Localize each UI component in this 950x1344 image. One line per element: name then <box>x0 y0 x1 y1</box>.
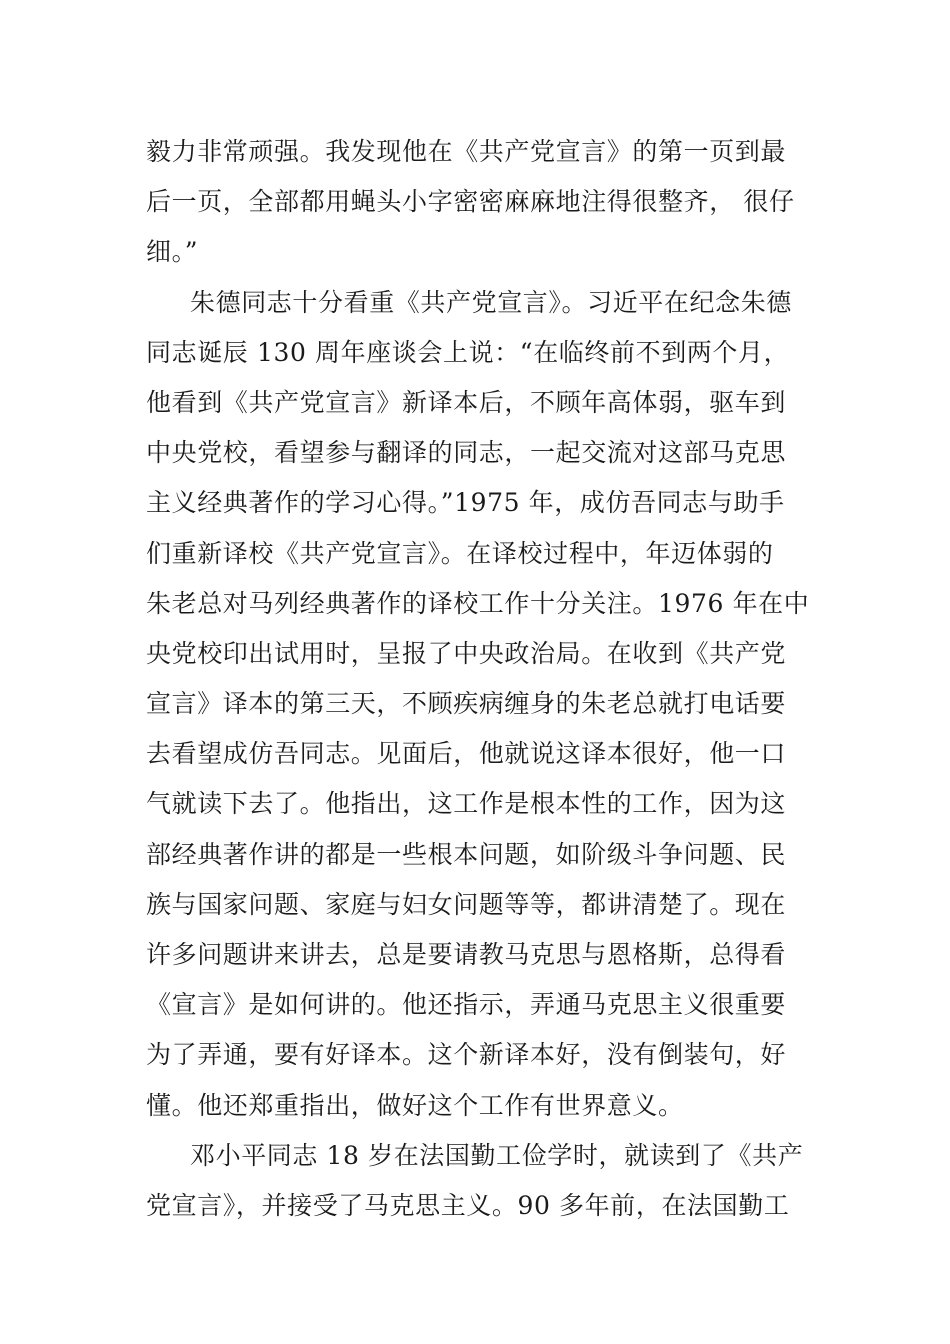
text-line: 后一页，全部都用蝇头小字密密麻麻地注得很整齐， 很仔 <box>146 187 795 217</box>
text-line: 朱老总对马列经典著作的译校工作十分关注。1976 年在中 <box>146 588 810 618</box>
text-line: 邓小平同志 18 岁在法国勤工俭学时，就读到了《共产 <box>190 1140 804 1170</box>
text-line: 族与国家问题、家庭与妇女问题等等，都讲清楚了。现在 <box>146 889 787 919</box>
text-line: 部经典著作讲的都是一些根本问题，如阶级斗争问题、民 <box>146 839 787 869</box>
text-line: 懂。他还郑重指出，做好这个工作有世界意义。 <box>146 1090 684 1120</box>
text-line: 为了弄通，要有好译本。这个新译本好，没有倒装句，好 <box>146 1040 787 1070</box>
text-line: 气就读下去了。他指出，这工作是根本性的工作，因为这 <box>146 789 787 819</box>
text-line: 细。” <box>146 237 199 267</box>
text-line: 《宣言》是如何讲的。他还指示，弄通马克思主义很重要 <box>146 990 787 1020</box>
text-line: 同志诞辰 130 周年座谈会上说：“在临终前不到两个月， <box>146 337 790 367</box>
body-text <box>146 127 811 1231</box>
text-line: 他看到《共产党宣言》新译本后，不顾年高体弱，驱车到 <box>146 387 787 417</box>
text-line: 许多问题讲来讲去，总是要请教马克思与恩格斯，总得看 <box>146 940 787 969</box>
text-line: 宣言》译本的第三天，不顾疾病缠身的朱老总就打电话要 <box>146 689 787 719</box>
text-line: 朱德同志十分看重《共产党宣言》。习近平在纪念朱德 <box>190 287 792 317</box>
text-line: 们重新译校《共产党宣言》。在译校过程中，年迈体弱的 <box>146 538 774 568</box>
text-line: 毅力非常顽强。我发现他在《共产党宣言》的第一页到最 <box>146 137 787 166</box>
text-line: 党宣言》，并接受了马克思主义。90 多年前，在法国勤工 <box>146 1190 790 1220</box>
text-line: 主义经典著作的学习心得。”1975 年，成仿吾同志与助手 <box>146 488 785 518</box>
text-line: 去看望成仿吾同志。见面后，他就说这译本很好，他一口 <box>146 739 787 769</box>
text-line: 中央党校，看望参与翻译的同志，一起交流对这部马克思 <box>146 438 787 468</box>
text-line: 央党校印出试用时，呈报了中央政治局。在收到《共产党 <box>146 638 787 668</box>
